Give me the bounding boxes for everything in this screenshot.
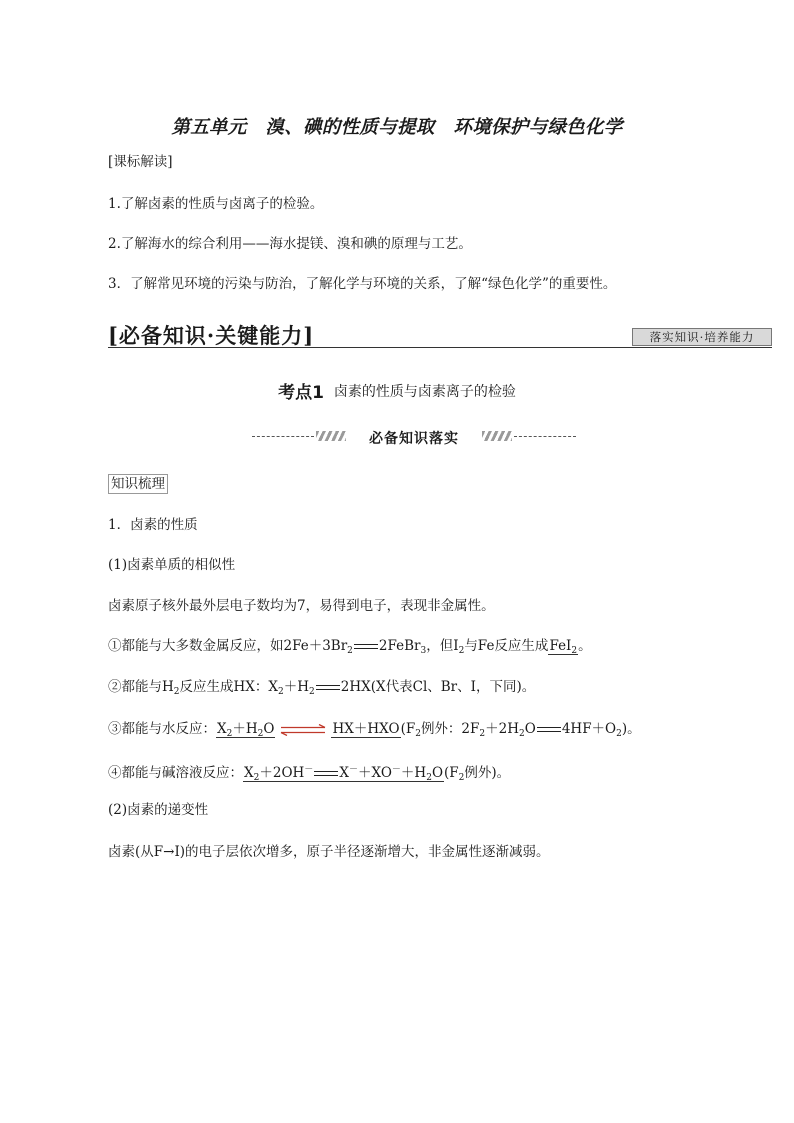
p3-text-f: 4HF＋O (561, 721, 617, 737)
blank-text: ＋H (400, 765, 427, 781)
heading-halogen-properties: 1．卤素的性质 (108, 517, 198, 533)
property-alkali: ④都能与碱溶液反应：$X_2+2OH^-$ $X^-+XO^-+H_2O(F_2$例外)。 (108, 765, 511, 783)
curriculum-label: [课标解读] (108, 154, 173, 170)
heading-trend: (2)卤素的递变性 (108, 802, 209, 818)
p3-text-a: ③都能与水反应： (108, 721, 216, 737)
p1-text-c: ，但I (426, 638, 459, 654)
blank-text: X (217, 721, 227, 737)
p3-text-b: (F (400, 721, 416, 737)
section-rule (108, 347, 772, 348)
blank-text: ＋XO (357, 765, 392, 781)
blank-text: O (263, 721, 275, 737)
blank-text: ＋H (232, 721, 258, 737)
answer-blank-reactants: $X_2+H_2O$ (217, 721, 275, 739)
p1-text-d: 与Fe反应生成 (464, 638, 549, 654)
p4-text-c: (F (444, 765, 459, 781)
kaodian-label: 考点1 (278, 383, 324, 403)
blank-text: HX＋HXO (332, 721, 400, 737)
p3-text-c: 例外：2F (420, 721, 480, 737)
blank-text: X (244, 765, 254, 781)
reversible-arrow-icon (279, 724, 327, 736)
equals-sign (354, 642, 378, 652)
p4-text-d: 例外)。 (464, 765, 511, 781)
p2-text-d: 2HX(X代表Cl、Br、I，下同)。 (340, 679, 536, 695)
trend-paragraph: 卤素(从F→I)的电子层依次增多，原子半径逐渐增大，非金属性逐渐减弱。 (108, 844, 550, 860)
blank-text: ＋2OH (259, 765, 305, 781)
property-water: ③都能与水反应：$X_2+H_2O$ $HX+HXO(F_2$例外：$2F_2+2H_2O$ $4HF+O_2$)。 (108, 721, 641, 739)
p3-text-d: ＋2H (485, 721, 520, 737)
blank-text: FeI (549, 638, 572, 654)
answer-blank-products (331, 721, 400, 738)
curriculum-item-1: 1.了解卤素的性质与卤离子的检验。 (108, 196, 324, 212)
equals-sign (316, 683, 340, 693)
p3-text-g: )。 (621, 721, 641, 737)
blank-text: O (431, 765, 444, 781)
section-heading: [必备知识·关键能力] (108, 323, 315, 348)
intro-paragraph: 卤素原子核外最外层电子数均为7，易得到电子，表现非金属性。 (108, 598, 495, 614)
p1-text-a: ①都能与大多数金属反应，如2Fe＋3Br (108, 638, 348, 654)
property-hydrogen: ②都能与$H_2$反应生成HX：$X_2+H_2$ 2HX(X代表Cl、Br、I，下同)。 (108, 679, 536, 697)
property-metal: ①都能与大多数金属反应，如$2Fe+3Br_2$ 2FeBr$_3$，但$I_2$与Fe反应生成FeI$_2$。 (108, 638, 592, 656)
curriculum-item-2: 2.了解海水的综合利用——海水提镁、溴和碘的原理与工艺。 (108, 236, 472, 252)
p4-text-a: ④都能与碱溶液反应： (108, 765, 243, 781)
answer-blank-alkali-equation: $X_2+2OH^-$ $X^-+XO^-+H_2O$ (244, 765, 444, 783)
p1-text-b: 2FeBr (378, 638, 421, 654)
equals-sign (314, 769, 338, 779)
p2-text-a: ②都能与H (108, 679, 174, 695)
answer-blank-fei2: FeI$_2$ (549, 638, 578, 656)
knowledge-divider (252, 425, 576, 447)
kaodian-title: 卤素的性质与卤素离子的检验 (333, 383, 516, 400)
p2-text-c: ＋H (283, 679, 310, 695)
divider-line-right (514, 436, 576, 437)
kaodian-heading (0, 378, 794, 403)
blank-text: X (339, 765, 349, 781)
divider-stripes-right (482, 431, 512, 441)
page-title: 第五单元 溴、碘的性质与提取 环境保护与绿色化学 (171, 117, 623, 138)
p2-text-b: 反应生成HX：X (179, 679, 279, 695)
equals-sign (537, 725, 561, 735)
heading-similarity: (1)卤素单质的相似性 (108, 557, 236, 573)
section-tag: 落实知识·培养能力 (632, 328, 772, 346)
curriculum-item-3: 3．了解常见环境的污染与防治，了解化学与环境的关系，了解“绿色化学”的重要性。 (108, 276, 617, 292)
knowledge-label: 知识梳理 (108, 474, 168, 494)
divider-text: 必备知识落实 (369, 431, 459, 447)
p3-text-e: O (524, 721, 536, 737)
p1-text-e: 。 (578, 638, 592, 654)
